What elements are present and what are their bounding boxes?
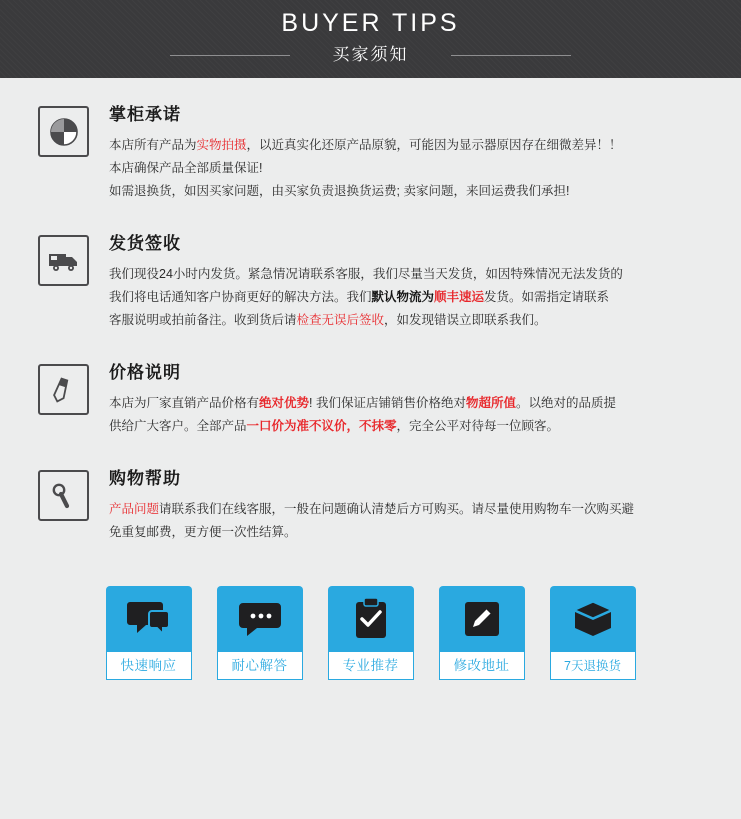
text-run: 本店为厂家直销产品价格有 [109,396,260,410]
section-title: 发货签收 [109,234,181,253]
text-run: 本店所有产品为 [109,138,197,152]
section-line [109,309,701,332]
badge-professional-recommend[interactable] [323,586,419,680]
header-rule-right [451,55,571,56]
header-subtitle-row [0,42,741,68]
section-shopping-help [0,464,741,544]
badge-label: 修改地址 [439,652,525,680]
badge-label: 专业推荐 [328,652,414,680]
section-shipping [0,229,741,332]
text-run: 发货。如需指定请联系 [484,290,610,304]
text-run-highlight: 顺丰速运 [434,290,485,304]
truck-icon [38,235,89,286]
section-line [109,521,701,544]
section-line [109,392,701,415]
section-price [0,358,741,438]
text-run-highlight: 实物拍摄 [196,138,247,152]
section-line [109,157,701,180]
text-run-bold: 默认物流为 [371,290,435,304]
text-run: 本店确保产品全部质量保证! [109,161,263,175]
price-tag-icon [38,364,89,415]
edit-pencil-icon [439,586,525,652]
section-body [109,358,701,438]
badge-patient-answer[interactable] [212,586,308,680]
section-line [109,415,701,438]
service-badges [0,570,741,702]
header-title-en: BUYER TIPS [281,9,460,37]
section-line [109,134,701,157]
clipboard-check-icon [328,586,414,652]
text-run: 请联系我们在线客服，一般在问题确认清楚后方可购买。请尽量使用购物车一次购买避 [159,502,635,516]
text-run: ! 我们保证店铺销售价格绝对 [309,396,466,410]
section-title: 购物帮助 [109,469,181,488]
section-title: 掌柜承诺 [109,105,181,124]
open-box-icon [550,586,636,652]
section-line [109,180,701,203]
text-run: 我们将电话通知客户协商更好的解决方法。我们 [109,290,372,304]
text-run: 客服说明或拍前备注。收到货后请 [109,313,297,327]
page-header [0,0,741,78]
badge-label: 耐心解答 [217,652,303,680]
text-run-highlight: 绝对优势 [259,396,310,410]
text-run: ，以近真实化还原产品原貌，可能因为显示器原因存在细微差异！！ [246,138,622,152]
section-line [109,498,701,521]
dots-bubble-icon [217,586,303,652]
text-run: 免重复邮费，更方便一次性结算。 [109,525,297,539]
speech-bubble-icon [106,586,192,652]
header-rule-left [170,55,290,56]
text-run-highlight: 一口价为准不议价，不抹零 [246,419,397,433]
badge-label: 快速响应 [106,652,192,680]
text-run: 供给广大客户。全部产品 [109,419,247,433]
wrench-icon [38,470,89,521]
text-run: 如需退换货，如因买家问题，由买家负责退换货运费; 卖家问题，来回运费我们承担! [109,184,570,198]
text-run: ，如发现错误立即联系我们。 [384,313,547,327]
section-line [109,263,701,286]
text-run-highlight: 物超所值 [465,396,516,410]
text-run: 我们现役24小时内发货。紧急情况请联系客服，我们尽量当天发货，如因特殊情况无法发货的 [109,267,623,281]
section-line [109,286,701,309]
text-run-highlight: 检查无误后签收 [296,313,385,327]
section-body [109,464,701,544]
text-run: 。以绝对的品质提 [516,396,617,410]
text-run-highlight: 产品问题 [109,502,160,516]
pie-chart-icon [38,106,89,157]
header-title-cn: 买家须知 [332,45,409,64]
badge-fast-response[interactable] [101,586,197,680]
section-promise [0,100,741,203]
tips-sections [0,78,741,544]
section-body [109,100,701,203]
badge-label: 7天退换货 [550,652,636,680]
section-body [109,229,701,332]
badge-modify-address[interactable] [434,586,530,680]
badge-seven-day-return[interactable] [545,586,641,680]
text-run: ，完全公平对待每一位顾客。 [396,419,560,433]
section-title: 价格说明 [109,363,181,382]
